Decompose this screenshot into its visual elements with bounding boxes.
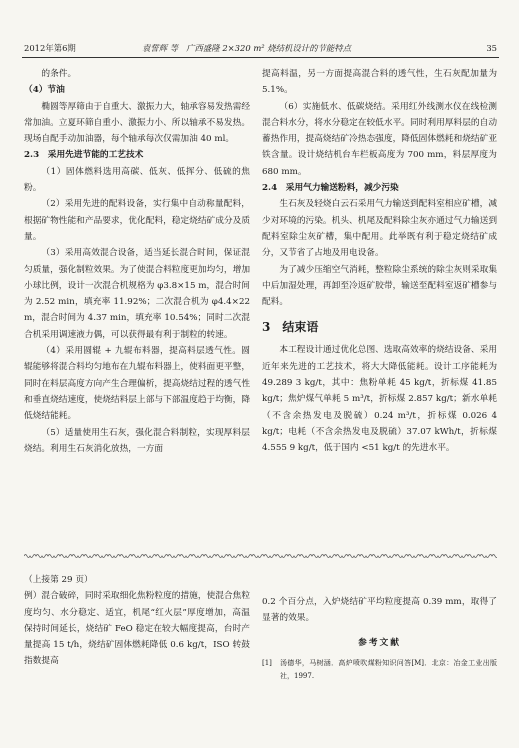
continued-section [24, 572, 250, 670]
journal-issue: 2012年第6期 [24, 43, 76, 53]
paragraph: （1）固体燃料选用高碳、低灰、低挥分、低硫的焦粉。 [24, 166, 250, 194]
continued-text: 例）混合破碎，同时采取细化焦粉粒度的措施，使混合焦粒度均匀、水分稳定、适宜，机尾“红火层”厚度增加，高温保持时间延长，烧结矿 FeO 稳定在较大幅度提高，台时产量提高 15 t/h，烧结矿固体燃耗降低 0.6 kg/t，ISO 转鼓指数提高 [24, 591, 250, 667]
paragraph: （3）采用高效混合设备，适当延长混合时间，保证混匀质量，强化制粒效果。为了使混合料粒度更加均匀，增加小球比例，设计一次混合机规格为 φ3.8×15 m，混合时间为 2.52 min，填充率 11.92%；二次混合机为 φ4.4×22 m，混合时间为 4.37 min，填充率 10.54%；同时二次混合机采用调速液力偶，可以获得最有利于制粒的转速。 [24, 248, 250, 340]
paragraph: 为了减少压缩空气消耗，整粒除尘系统的除尘灰则采取集中后加湿处理，再卸至冷返矿胶带，输送至配料室返矿槽参与配料。 [262, 264, 497, 308]
header-authors: 袁誓辉 等 [142, 43, 179, 53]
reference-number: [1] [262, 658, 272, 667]
left-column [24, 66, 250, 457]
continued-label: （上接第 29 页） [24, 575, 93, 585]
page-number: 35 [486, 43, 497, 53]
right-column [262, 66, 497, 457]
paragraph: （2）采用先进的配料设备，实行集中自动称量配料，根据矿物性能和产品要求，优化配料，稳定烧结矿成分及质量。 [24, 199, 250, 242]
reference-list [262, 657, 497, 683]
paragraph: 椭圆等厚筛由于自重大、激振力大，轴承容易发热需经常加油。立夏环筛自重小、激振力小、所以轴承不易发热。现场自配手动加油器，每个轴承每次仅需加油 40 ml。 [24, 101, 250, 145]
header-title: 广西盛隆 2×320 m² 烧结机设计的节能特点 [186, 43, 352, 53]
continued-text-right: 0.2 个百分点，入炉烧结矿平均粒度提高 0.39 mm，取得了显著的效果。 [262, 597, 497, 624]
subsection-heading: 2.3 采用先进节能的工艺技术 [24, 150, 144, 161]
paragraph: 提高料温，另一方面提高混合料的透气性，生石灰配加量为 5.1%。 [262, 69, 497, 96]
wavy-divider [24, 552, 497, 560]
reference-text: 汤德华，马树涵．高炉喷吹煤粉知识问答[M]．北京：冶金工业出版社，1997. [280, 658, 497, 680]
section-heading: 3 结束语 [262, 320, 319, 335]
reference-item [262, 657, 497, 683]
paragraph: （6）实施低水、低碳烧结。采用红外线测水仪在线检测混合料水分，将水分稳定在较低水平。同时利用厚料层的自动蓄热作用，提高烧结矿冷热态强度，降低固体燃耗和烧结矿亚铁含量。设计烧结机台车栏板高度为 700 mm，料层厚度为 680 mm。 [262, 101, 497, 177]
paragraph: （4）采用圆辊 + 九辊布料器，提高料层透气性。圆辊能够将混合料均匀地布在九辊布料器上，使料面更平整，同时在料层高度方向产生合理偏析，提高烧结过程的透气性和垂直烧结速度，使烧结料层上部与下部温度趋于均衡，降低烧结能耗。 [24, 346, 250, 422]
paragraph: 的条件。 [41, 69, 77, 79]
header-rule [22, 57, 499, 58]
subsection-heading: 2.4 采用气力输送粉料，减少污染 [262, 183, 399, 194]
running-title [142, 40, 351, 56]
references-title: 参考文献 [358, 637, 401, 648]
page-header [24, 40, 497, 56]
paragraph: 生石灰及轻烧白云石采用气力输送到配料室相应矿槽，减少对环境的污染。机头、机尾及配料除尘灰亦通过气力输送到配料室除尘灰矿槽，集中配用。此举既有利于稳定烧结矿成分，又节省了占地及用电设备。 [262, 199, 497, 259]
paragraph: （5）适量使用生石灰，强化混合料制粒，实现厚料层烧结。利用生石灰消化放热，一方面 [24, 427, 250, 454]
continued-right [262, 594, 497, 683]
subsection-heading: （4）节油 [24, 85, 65, 96]
paragraph: 本工程设计通过优化总图、选取高效率的烧结设备、采用近年来先进的工艺技术，将大大降低能耗。设计工序能耗为 49.289 3 kg/t，其中：焦粉单耗 45 kg/t，折标煤 41.85 kg/t；焦炉煤气单耗 5 m³/t，折标煤 2.857 kg/t；新水单耗（不含余热发电及脱硫）0.24 m³/t，折标煤 0.026 4 kg/t；电耗（不含余热发电及脱硫）37.07 kWh/t，折标煤 4.555 9 kg/t，低于国内 <51 kg/t 的先进水平。 [262, 345, 497, 454]
